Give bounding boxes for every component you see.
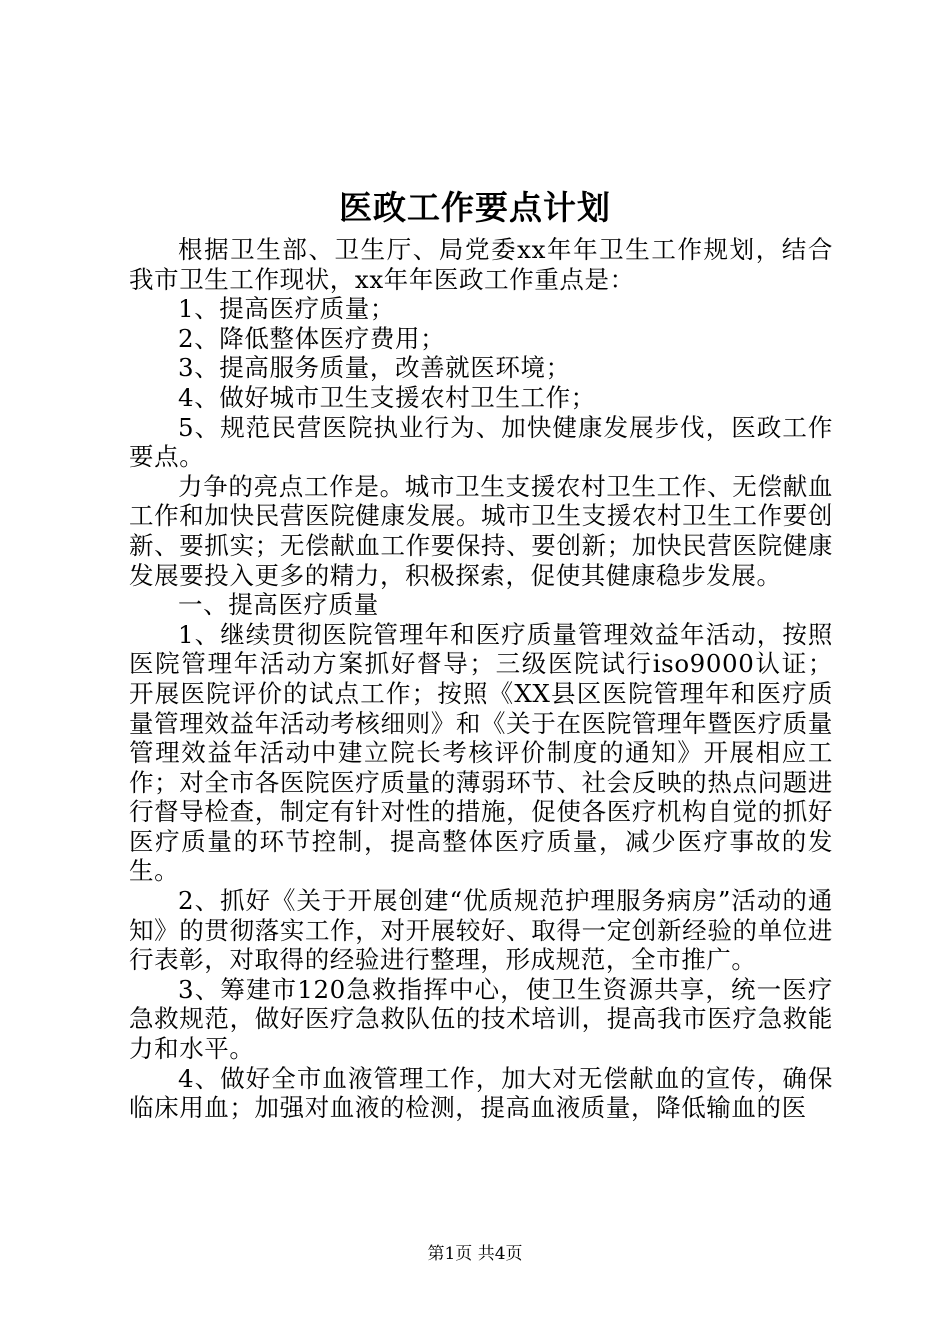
paragraph-intro: 根据卫生部、卫生厅、局党委xx年年卫生工作规划，结合我市卫生工作现状，xx年年医政工作重点是： (129, 235, 833, 294)
paragraph-point-2: 2、抓好《关于开展创建“优质规范护理服务病房”活动的通知》的贯彻落实工作，对开展较好、取得一定创新经验的单位进行表彰，对取得的经验进行整理，形成规范，全市推广。 (129, 886, 833, 975)
paragraph-highlights: 力争的亮点工作是。城市卫生支援农村卫生工作、无偿献血工作和加快民营医院健康发展。城市卫生支援农村卫生工作要创新、要抓实；无偿献血工作要保持、要创新；加快民营医院健康发展要投入更多的精力，积极探索，促使其健康稳步发展。 (129, 471, 833, 590)
list-item-5: 5、规范民营医院执业行为、加快健康发展步伐，医政工作要点。 (129, 412, 833, 472)
paragraph-point-1: 1、继续贯彻医院管理年和医疗质量管理效益年活动，按照医院管理年活动方案抓好督导；三级医院试行iso9000认证；开展医院评价的试点工作；按照《XX县区医院管理年和医疗质量管理效益年活动考核细则》和《关于在医院管理年暨医疗质量管理效益年活动中建立院长考核评价制度的通知》开展相应工作；对全市各医院医疗质量的薄弱环节、社会反映的热点问题进行督导检查，制定有针对性的措施，促使各医疗机构自觉的抓好医疗质量的环节控制，提高整体医疗质量，减少医疗事故的发生。 (129, 619, 833, 886)
list-item-1: 1、提高医疗质量； (178, 294, 395, 324)
list-item-4: 4、做好城市卫生支援农村卫生工作； (178, 382, 596, 412)
document-body (129, 235, 833, 1123)
list-item-3: 3、提高服务质量，改善就医环境； (178, 353, 571, 383)
document-title: 医政工作要点计划 (339, 188, 611, 227)
page-number-footer: 第1页 共4页 (427, 1244, 523, 1264)
paragraph-point-3: 3、筹建市120急救指挥中心，使卫生资源共享，统一医疗急救规范，做好医疗急救队伍的技术培训，提高我市医疗急救能力和水平。 (129, 974, 833, 1064)
section-heading: 一、提高医疗质量 (178, 590, 379, 620)
paragraph-point-4: 4、做好全市血液管理工作，加大对无偿献血的宣传，确保临床用血；加强对血液的检测，提高血液质量，降低输血的医 (129, 1063, 833, 1123)
list-item-2: 2、降低整体医疗费用； (178, 323, 446, 353)
